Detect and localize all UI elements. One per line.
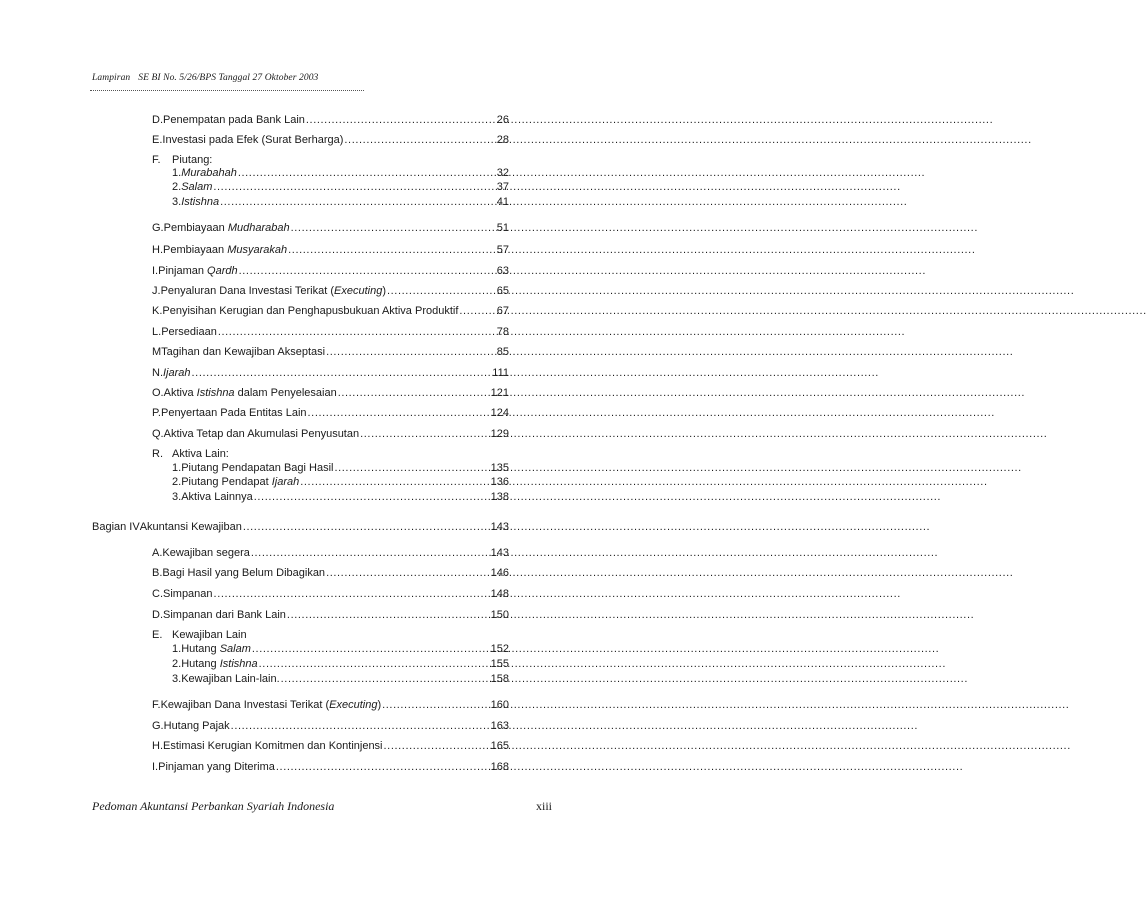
toc-entry-title-text: Investasi pada Efek (Surat Berharga) (162, 134, 344, 146)
toc-dot-leader (288, 243, 975, 257)
toc-dot-leader (382, 698, 1069, 712)
toc-dot-leader (387, 284, 1074, 298)
toc-page-number: 28 (496, 134, 509, 146)
toc-entry-title-text: Estimasi Kerugian Komitmen dan Kontinjensi (163, 740, 383, 752)
toc-entry-title-italic: Ijarah (271, 476, 300, 488)
toc-entry (172, 475, 462, 489)
toc-entry-title-text: Simpanan (163, 588, 213, 600)
toc-entry-title (181, 490, 253, 504)
toc-entry-title-text: Bagi Hasil yang Belum Dibagikan (162, 567, 326, 579)
toc-entry-title (172, 628, 247, 642)
toc-entry (152, 325, 462, 339)
toc-entry (152, 153, 462, 167)
toc-page-number: 85 (496, 346, 509, 358)
toc-entry-title (161, 284, 386, 298)
toc-entry-number: 1. (172, 643, 182, 655)
toc-entry-title (162, 133, 343, 147)
footer-title: Pedoman Akuntansi Perbankan Syariah Indonesia (92, 799, 335, 813)
document-footer (92, 799, 552, 814)
toc-entry-title (172, 153, 212, 167)
toc-page-number: 136 (490, 476, 509, 488)
toc-page-number: 63 (496, 265, 509, 277)
toc-entry (152, 719, 462, 733)
toc-entry-title-text: Penempatan pada Bank Lain (163, 114, 305, 126)
toc-entry-title-suffix: ) (382, 285, 386, 297)
header-label: Lampiran (92, 73, 131, 83)
toc-entry (172, 672, 462, 686)
toc-entry-title-text: Hutang Pajak (163, 720, 230, 732)
toc-page-number: 146 (490, 567, 509, 579)
toc-entry-number: J. (152, 285, 161, 297)
toc-page-number: 160 (490, 699, 509, 711)
toc-entry-title (163, 366, 191, 380)
toc-entry-number: H. (152, 244, 163, 256)
toc-entry-number: N. (152, 367, 163, 379)
toc-entry-number: O. (152, 387, 164, 399)
toc-entry (152, 566, 462, 580)
toc-page-number: 111 (492, 367, 509, 379)
toc-entry-title-text: Kewajiban Lain (172, 629, 247, 641)
toc-dot-leader (360, 427, 1047, 441)
toc-entry-title (181, 657, 257, 671)
toc-dot-leader (344, 133, 1031, 147)
toc-entry-number: I. (152, 761, 159, 773)
toc-entry-number: K. (152, 305, 163, 317)
toc-entry (172, 461, 462, 475)
toc-dot-leader (287, 608, 974, 622)
toc-dot-leader (338, 386, 1025, 400)
toc-entry-title-text: Aktiva (163, 387, 197, 399)
toc-dot-leader (459, 304, 1146, 318)
toc-entry-title-italic: Ijarah (163, 367, 191, 379)
toc-entry-title-text: Tagihan dan Kewajiban Akseptasi (161, 346, 326, 358)
toc-entry-title-italic: Salam (181, 181, 213, 193)
toc-entry-title-text: Simpanan dari Bank Lain (163, 609, 286, 621)
toc-entry-number: 3. (172, 196, 182, 208)
toc-page-number: 150 (490, 609, 509, 621)
toc-entry-title (158, 760, 275, 774)
toc-page-number: 143 (490, 547, 509, 559)
toc-entry-number: 2. (172, 476, 182, 488)
toc-entry (152, 133, 462, 147)
toc-dot-leader (326, 345, 1013, 359)
toc-entry (152, 221, 462, 235)
toc-page-number: 37 (496, 181, 509, 193)
toc-entry-title (164, 427, 359, 441)
toc-entry-title-italic: Qardh (207, 265, 238, 277)
toc-entry-title-text: Pinjaman yang Diterima (158, 761, 275, 773)
toc-entry-title-suffix: dalam Penyelesaian (234, 387, 337, 399)
toc-page-number: 138 (490, 491, 509, 503)
toc-entry-number: G. (152, 222, 164, 234)
toc-page-number: 26 (496, 114, 509, 126)
toc-entry-title (164, 386, 337, 400)
toc-entry-title-text: Kewajiban segera (162, 547, 250, 559)
toc-entry (172, 166, 462, 180)
toc-entry-title (161, 325, 217, 339)
toc-dot-leader (231, 719, 918, 733)
toc-entry (152, 546, 462, 560)
toc-entry-title-italic: Murabahah (181, 167, 237, 179)
toc-page-number: 152 (490, 643, 509, 655)
toc-entry (152, 628, 462, 642)
toc-entry-title (181, 475, 299, 489)
document-header (92, 73, 318, 83)
header-reference: SE BI No. 5/26/BPS Tanggal 27 Oktober 2003 (138, 73, 319, 83)
toc-entry (152, 284, 462, 298)
toc-entry-title (163, 739, 383, 753)
toc-dot-leader (276, 760, 963, 774)
toc-page-number: 163 (490, 720, 509, 732)
toc-dot-leader (326, 566, 1013, 580)
toc-entry-number: 1. (172, 462, 182, 474)
toc-entry (152, 608, 462, 622)
toc-page-number: 57 (496, 244, 509, 256)
toc-entry (152, 243, 462, 257)
toc-entry-title (172, 447, 229, 461)
toc-entry-number: R. (152, 448, 163, 460)
toc-dot-leader (300, 475, 987, 489)
toc-entry-number: C. (152, 588, 163, 600)
toc-entry-number: 3. (172, 491, 182, 503)
toc-page-number: 67 (496, 305, 509, 317)
toc-entry-title (161, 698, 382, 712)
toc-entry-number: P. (152, 407, 161, 419)
toc-entry (152, 427, 462, 441)
toc-page-number: 32 (496, 167, 509, 179)
toc-page-number: 124 (490, 407, 509, 419)
toc-dot-leader (239, 264, 926, 278)
toc-entry (152, 760, 462, 774)
toc-dot-leader (334, 461, 1021, 475)
toc-entry-title-italic: Istishna (181, 196, 220, 208)
toc-entry-number: G. (152, 720, 164, 732)
toc-entry-number: 2. (172, 658, 182, 670)
toc-dot-leader (213, 180, 900, 194)
toc-entry-title (181, 672, 279, 686)
toc-entry-title-text: Kewajiban Lain-lain. (181, 673, 280, 685)
toc-dot-leader (220, 195, 907, 209)
toc-entry-title (161, 406, 307, 420)
toc-entry-number: H. (152, 740, 163, 752)
toc-entry-title (181, 195, 219, 209)
toc-page-number: 143 (490, 521, 509, 533)
toc-page-number: 135 (490, 462, 509, 474)
toc-page-number: 158 (490, 673, 509, 685)
toc-page-number: 129 (490, 428, 509, 440)
toc-entry (152, 304, 462, 318)
toc-entry-title (163, 587, 213, 601)
toc-entry (152, 366, 462, 380)
toc-entry-title (181, 180, 212, 194)
toc-dot-leader (214, 587, 901, 601)
toc-page-number: 41 (496, 196, 509, 208)
toc-entry (172, 180, 462, 194)
toc-entry-title (161, 345, 325, 359)
toc-entry-title (140, 520, 242, 534)
toc-entry-number: 2. (172, 181, 182, 193)
toc-entry (152, 739, 462, 753)
toc-entry-number: E. (152, 629, 163, 641)
toc-page-number: 78 (496, 326, 509, 338)
toc-entry-title-text: Hutang (181, 643, 220, 655)
toc-entry (152, 386, 462, 400)
toc-dot-leader (254, 490, 941, 504)
toc-entry-title-text: Akuntansi Kewajiban (139, 521, 242, 533)
toc-entry-number: F. (152, 154, 161, 166)
toc-entry-title-text: Piutang: (172, 154, 213, 166)
toc-entry-title-text: Pembiayaan (163, 244, 228, 256)
toc-dot-leader (291, 221, 978, 235)
toc-dot-leader (251, 546, 938, 560)
toc-entry-number: B. (152, 567, 163, 579)
toc-entry-title-text: Pembiayaan (163, 222, 228, 234)
toc-dot-leader (218, 325, 905, 339)
toc-entry-number: D. (152, 609, 163, 621)
toc-entry-title-text: Persediaan (161, 326, 217, 338)
toc-entry (152, 447, 462, 461)
toc-entry-number: Bagian IV (92, 521, 140, 533)
toc-entry-title (164, 221, 290, 235)
toc-page-number: 51 (496, 222, 509, 234)
toc-entry-title (164, 719, 230, 733)
toc-entry-title (158, 264, 238, 278)
toc-entry (152, 264, 462, 278)
toc-entry (152, 698, 462, 712)
toc-entry-title (162, 566, 325, 580)
toc-entry-title (163, 113, 305, 127)
toc-entry-title (181, 166, 237, 180)
toc-entry (172, 490, 462, 504)
toc-entry-title-italic: Executing (329, 699, 378, 711)
toc-page-number: 165 (490, 740, 509, 752)
toc-entry-number: M (152, 346, 162, 358)
toc-entry (152, 406, 462, 420)
toc-entry-number: 3. (172, 673, 182, 685)
toc-entry-title-text: Hutang (181, 658, 220, 670)
toc-entry-title-text: Penyisihan Kerugian dan Penghapusbukuan Aktiva Produktif (162, 305, 459, 317)
toc-dot-leader (252, 642, 939, 656)
toc-entry-title-italic: Executing (334, 285, 383, 297)
toc-entry (152, 345, 462, 359)
toc-entry-title-italic: Mudharabah (227, 222, 290, 234)
toc-dot-leader (306, 113, 993, 127)
toc-entry-title-text: Piutang Pendapatan Bagi Hasil (181, 462, 334, 474)
toc-entry-title-text: Penyaluran Dana Investasi Terikat ( (160, 285, 335, 297)
toc-page-number: 168 (490, 761, 509, 773)
toc-dot-leader (308, 406, 995, 420)
toc-entry-number: F. (152, 699, 161, 711)
toc-dot-leader (243, 520, 930, 534)
toc-entry-number: 1. (172, 167, 182, 179)
toc-entry-title-text: Pinjaman (158, 265, 208, 277)
toc-entry-title-italic: Istishna (196, 387, 235, 399)
toc-entry (172, 195, 462, 209)
toc-entry-number: Q. (152, 428, 164, 440)
toc-dot-leader (281, 672, 968, 686)
toc-entry-title-text: Kewajiban Dana Investasi Terikat ( (160, 699, 330, 711)
toc-entry (172, 657, 462, 671)
toc-entry-title-italic: Istishna (219, 658, 258, 670)
toc-dot-leader (259, 657, 946, 671)
toc-entry-title-text: Aktiva Lainnya (181, 491, 253, 503)
toc-entry-title (162, 304, 458, 318)
toc-entry-number: I. (152, 265, 159, 277)
toc-page-number: 65 (496, 285, 509, 297)
toc-entry-number: L. (152, 326, 162, 338)
toc-entry-title (181, 461, 333, 475)
toc-entry-title (163, 608, 286, 622)
toc-entry-title-text: Aktiva Lain: (172, 448, 229, 460)
footer-page-number: xiii (535, 799, 552, 813)
toc-entry-title-text: Aktiva Tetap dan Akumulasi Penyusutan (163, 428, 360, 440)
toc-entry-number: A. (152, 547, 163, 559)
toc-entry-title-suffix: ) (377, 699, 382, 711)
header-divider (90, 90, 364, 91)
toc-entry (172, 642, 462, 656)
toc-entry-title-text: Piutang Pendapat (181, 476, 272, 488)
toc-page-number: 148 (490, 588, 509, 600)
toc-entry (152, 587, 462, 601)
toc-dot-leader (238, 166, 925, 180)
toc-page-number: 121 (490, 387, 509, 399)
toc-entry-title (163, 243, 287, 257)
toc-page-number: 155 (490, 658, 509, 670)
toc-entry (92, 520, 462, 534)
toc-dot-leader (192, 366, 879, 380)
toc-entry-title-italic: Salam (219, 643, 251, 655)
toc-dot-leader (384, 739, 1071, 753)
toc-entry-title (162, 546, 249, 560)
toc-entry-title-text: Penyertaan Pada Entitas Lain (160, 407, 307, 419)
toc-entry (152, 113, 462, 127)
toc-entry-title (181, 642, 251, 656)
toc-entry-number: E. (152, 134, 163, 146)
toc-entry-number: D. (152, 114, 163, 126)
toc-entry-title-italic: Musyarakah (227, 244, 288, 256)
